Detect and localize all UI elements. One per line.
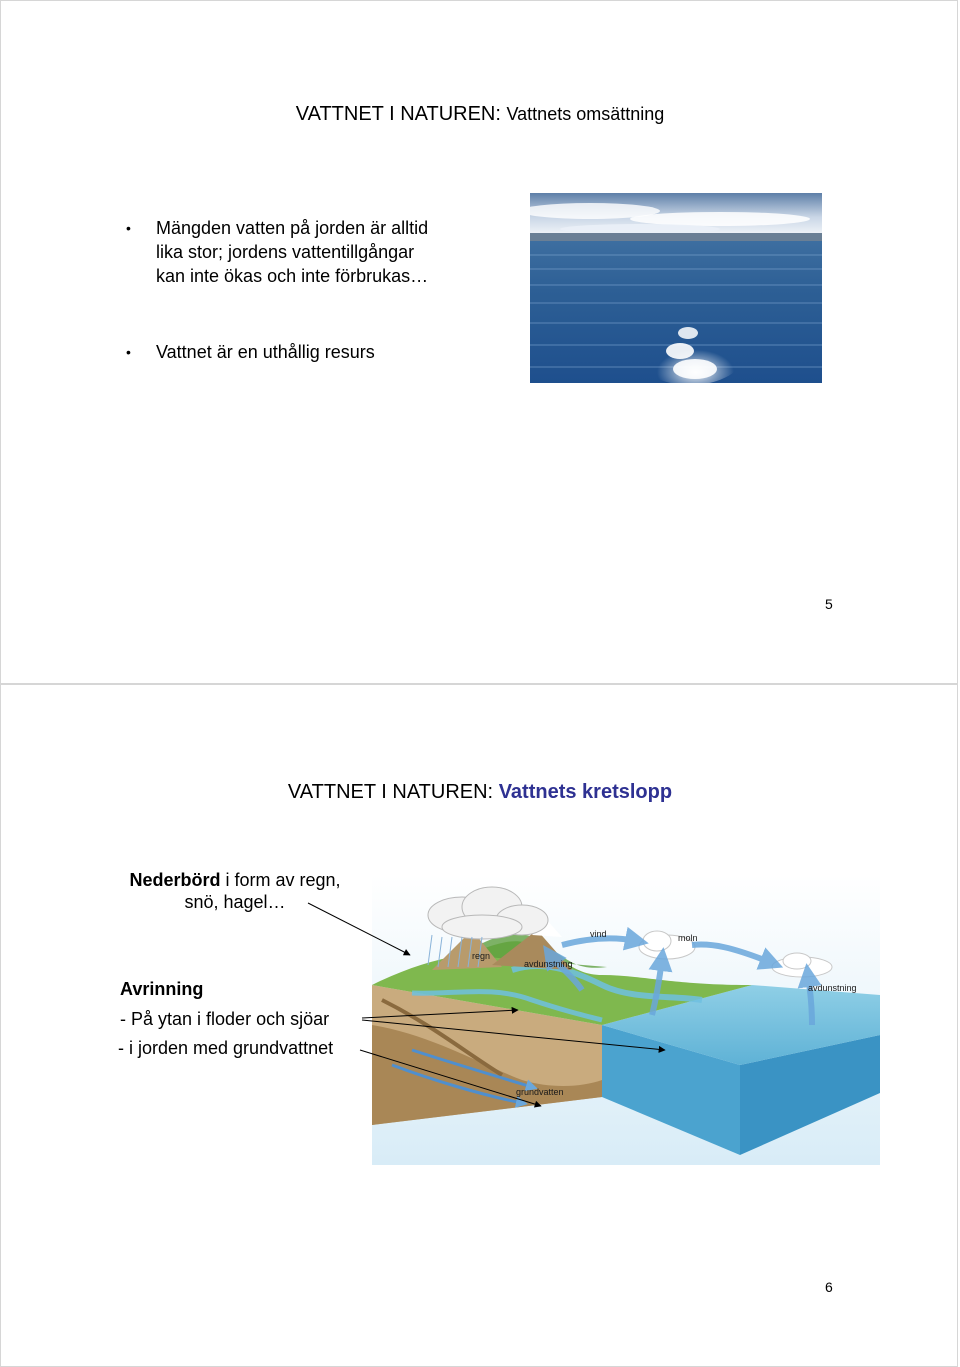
label-avdunstning-land: avdunstning (524, 959, 573, 969)
label-moln: moln (678, 933, 698, 943)
runoff-ground: - i jorden med grundvattnet (118, 1038, 334, 1058)
slide-6-title (1, 781, 959, 804)
bullet-dot-icon: • (126, 220, 131, 236)
precipitation-rest: i form av regn, (225, 870, 341, 890)
sea-horizon-photo (530, 193, 822, 383)
page-number-6: 6 (825, 1279, 833, 1295)
water-cycle-diagram (372, 875, 880, 1165)
label-avdunstning-sea: avdunstning (808, 983, 857, 993)
bullet-2 (126, 340, 375, 364)
bullet-1-line-1: Mängden vatten på jorden är alltid (156, 218, 429, 238)
slide-5-title (1, 103, 959, 126)
bullet-dot-icon: • (126, 344, 131, 360)
precipitation-line-2: snö, hagel… (184, 892, 286, 912)
bullet-2-line-1: Vattnet är en uthållig resurs (156, 342, 375, 362)
title-main: VATTNET I NATUREN: (287, 781, 494, 803)
label-vind: vind (590, 929, 607, 939)
precipitation-label (112, 869, 358, 913)
runoff-heading: Avrinning (120, 979, 204, 999)
title-main: VATTNET I NATUREN: (295, 103, 501, 125)
title-sub: Vattnets omsättning (506, 104, 665, 124)
bullet-1-line-3: kan inte ökas och inte förbrukas… (156, 266, 429, 286)
label-regn: regn (472, 951, 491, 961)
bullet-1-line-2: lika stor; jordens vattentillgångar (156, 242, 415, 262)
label-grundvatten: grundvatten (516, 1087, 564, 1097)
page-number-5: 5 (825, 596, 833, 612)
precipitation-bold: Nederbörd (129, 870, 221, 890)
title-sub: Vattnets kretslopp (498, 781, 673, 803)
bullet-1 (126, 216, 429, 288)
runoff-surface: - På ytan i floder och sjöar (120, 1009, 330, 1029)
